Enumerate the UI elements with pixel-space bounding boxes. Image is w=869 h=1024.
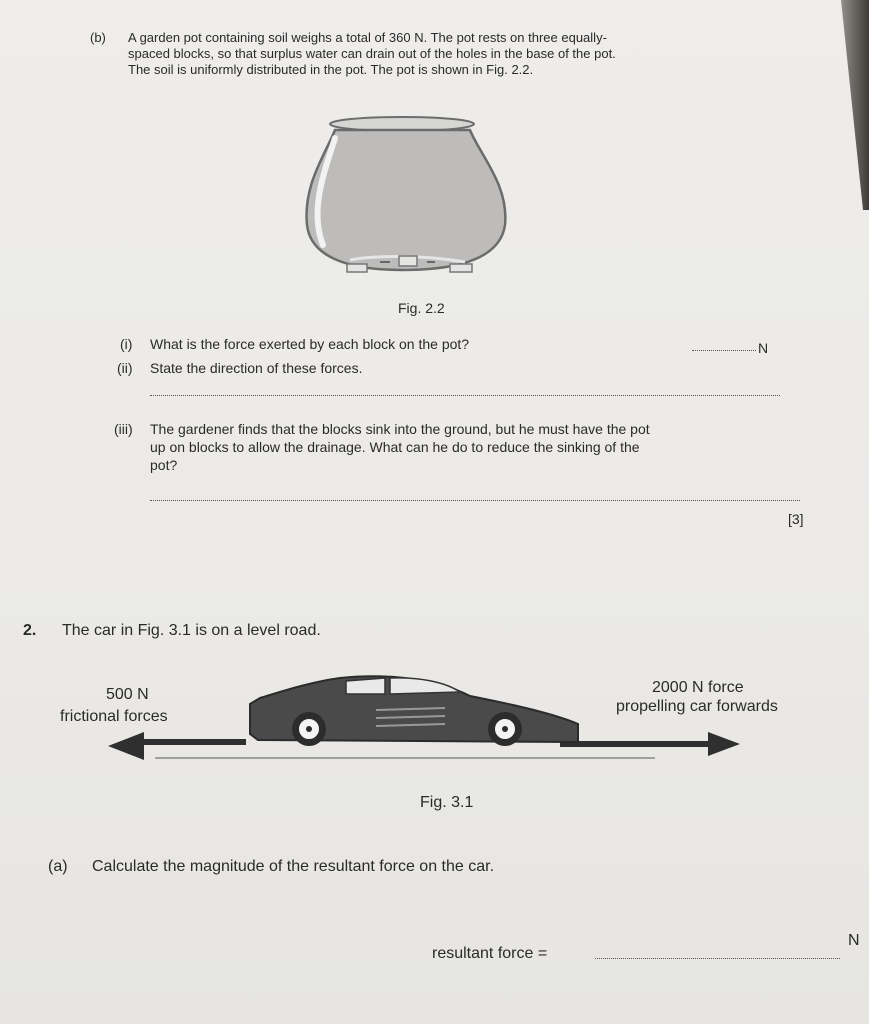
resultant-force-answer-line[interactable] bbox=[595, 944, 840, 959]
car-front-window bbox=[390, 678, 460, 694]
friction-arrow-head bbox=[108, 732, 144, 760]
car-figure bbox=[100, 668, 750, 768]
part-b-intro-line2: spaced blocks, so that surplus water can drain out of the holes in the base of the pot. bbox=[128, 46, 616, 61]
part-a-label: (a) bbox=[48, 858, 68, 875]
marks-label: [3] bbox=[788, 511, 804, 527]
part-b-intro-line1: A garden pot containing soil weighs a total of 360 N. The pot rests on three equally- bbox=[128, 30, 607, 45]
resultant-force-unit: N bbox=[848, 932, 860, 949]
q-i-unit: N bbox=[758, 340, 769, 356]
propelling-force-value: 2000 N force bbox=[652, 679, 744, 696]
friction-force-value: 500 N bbox=[106, 686, 149, 703]
q-ii-label: (ii) bbox=[117, 360, 133, 376]
q-ii-answer-line[interactable] bbox=[150, 385, 780, 396]
part-a-text: Calculate the magnitude of the resultant force on the car. bbox=[92, 858, 495, 875]
car-rear-window bbox=[346, 678, 385, 694]
resultant-force-label: resultant force = bbox=[432, 945, 548, 962]
block-middle bbox=[399, 256, 417, 266]
friction-force-label: frictional forces bbox=[60, 708, 168, 725]
q-iii-line3: pot? bbox=[150, 457, 178, 473]
q-iii-line2: up on blocks to allow the drainage. What can he do to reduce the sinking of the bbox=[150, 439, 640, 455]
part-b-label: (b) bbox=[90, 30, 106, 45]
q-iii-label: (iii) bbox=[114, 421, 133, 437]
q-iii-answer-line[interactable] bbox=[150, 490, 800, 501]
q-i-label: (i) bbox=[120, 336, 133, 352]
q-iii-line1: The gardener finds that the blocks sink into the ground, but he must have the pot bbox=[150, 421, 650, 437]
car-front-hub-center bbox=[502, 726, 508, 732]
pot-body bbox=[307, 130, 506, 270]
fig-3-1-caption: Fig. 3.1 bbox=[420, 794, 474, 811]
question-2-text: The car in Fig. 3.1 is on a level road. bbox=[62, 622, 321, 639]
car-rear-hub-center bbox=[306, 726, 312, 732]
fig-2-2-caption: Fig. 2.2 bbox=[398, 300, 445, 316]
block-left bbox=[347, 264, 367, 272]
question-2-number: 2. bbox=[23, 622, 37, 639]
propelling-force-label: propelling car forwards bbox=[616, 698, 778, 715]
q-i-text: What is the force exerted by each block on the pot? bbox=[150, 336, 470, 352]
propelling-arrow-head bbox=[708, 732, 740, 756]
block-right bbox=[450, 264, 472, 272]
part-b-intro-line3: The soil is uniformly distributed in the pot. The pot is shown in Fig. 2.2. bbox=[128, 62, 534, 77]
q-i-answer-line[interactable] bbox=[692, 338, 756, 351]
q-ii-text: State the direction of these forces. bbox=[150, 360, 363, 376]
garden-pot-figure bbox=[295, 110, 515, 285]
